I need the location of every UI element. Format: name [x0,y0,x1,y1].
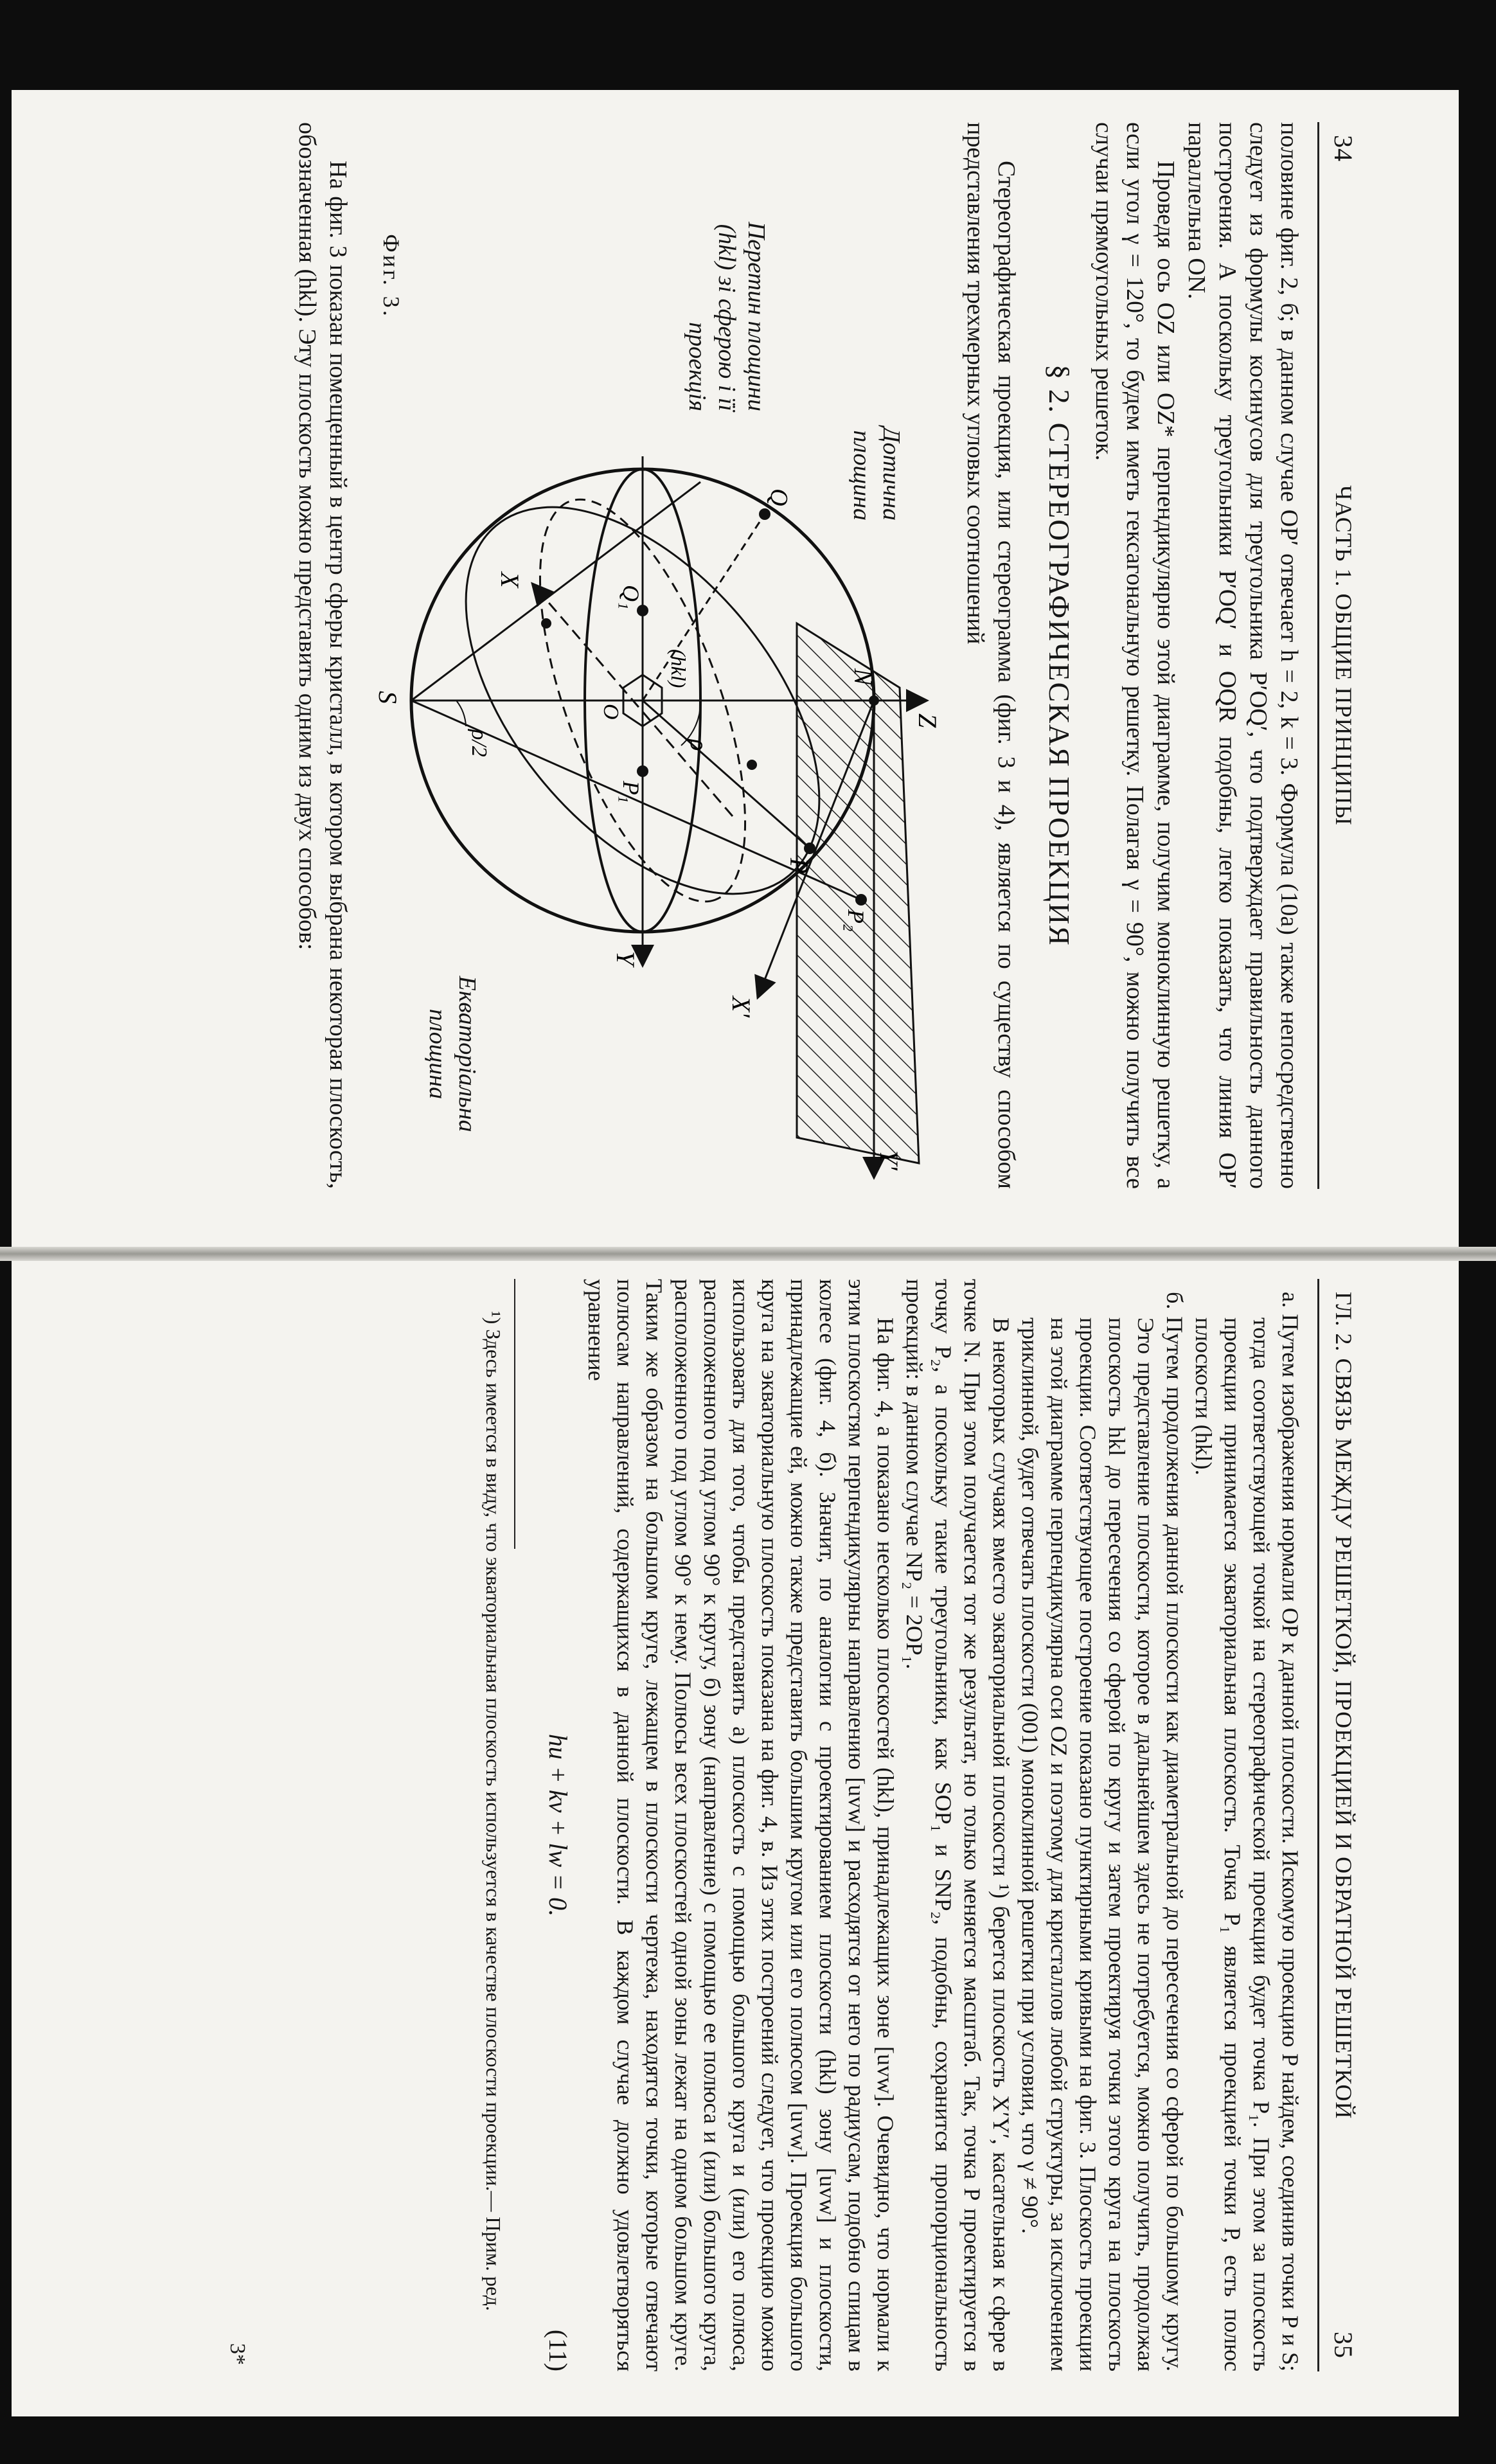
page-34 [225,122,1362,1189]
label-q: Q [765,488,792,506]
equation-number: (11) [544,2329,573,2371]
footnote-rule [514,1279,515,1549]
paragraph: В некоторых случаях вместо экваториальной плоскости ¹) берется плоскость X′Y′, касательная к сфере в точке N. При этом получается тот же результат, но только меняется масштаб. Так, точка P проектируется в точку P₂, а поскольку такие треугольники, как SOP₁ и SNP₂, подобны, сохранится пропорциональность проекций: в данном случае NP₂ = 2OP₁. [902,1279,1014,2371]
label-x: X [495,572,524,588]
line-oq [643,514,765,701]
scan-border-bottom [0,2416,1496,2464]
label-s: S [373,691,402,704]
label-x-prime: X′ [727,996,756,1018]
label-y-prime: Y′ [875,1150,904,1170]
figure-caption: Фиг. 3. [378,234,404,319]
page-number: 34 [1329,135,1358,162]
list-item-b: б. Путем продолжения данной плоскости как диаметральной до пересечения со сферой по большому кругу. Это представление плоскости, которое в дальнейшем здесь не потребуется, можно получить, продолжая плоскость hkl до пересечения со сферой по кругу и затем проектируя точки этого круга на плоскость проекции. Соответствующее построение показано пунктирными кривыми на фиг. 3. Плоскость проекции на этой диаграмме перпендикулярна оси OZ и поэтому для кристаллов любой структуры, за исключением триклинной, будет отвечать плоскости (001) моноклинной решетки при условии, что γ ≠ 90°. [1017,1292,1188,2371]
text-block [1089,122,1305,1189]
page-header [1317,1279,1362,2371]
label-z: Z [913,713,942,728]
label-o: O [599,704,623,720]
equation [544,1279,573,2371]
scan-border-right [1459,0,1496,2464]
label-p1: P₁ [618,781,644,803]
label-p2: P₂ [843,909,869,932]
scan-border-top [0,0,1496,90]
label-hkl: (hkl) [667,649,690,688]
paragraph: Проведя ось OZ или OZ* перпендикулярно этой диаграмме, получим моноклинную решетку, а если угол γ = 120°, то будем иметь гексагональную решетку. Полагая γ = 90°, можно получить все случаи прямоугольных решеток. [1091,122,1179,1189]
label-section-plane: Перетин площини (hkl) зі сферою і її проекція [684,221,770,411]
point-q [759,508,770,520]
section-title: § 2. СТЕРЕОГРАФИЧЕСКАЯ ПРОЕКЦИЯ [1043,364,1076,947]
label-tangent-plane: Дотична площина [848,427,905,521]
tangent-plane [797,623,919,1163]
label-y: Y [611,951,640,966]
paragraph: половине фиг. 2, б; в данном случае OP′ отвечает h = 2, k = 3. Формула (10а) также непосредственно следует из формулы косинусов для треугольника P′OQ′, что подтверждает правильность данного построения. А поскольку треугольники P′OQ′ и OQR подобны, легко показать, что линия OP′ параллельна ON. [1183,122,1303,1189]
header-rule [1317,122,1319,1189]
header-rule [1317,1279,1319,2371]
label-q1: Q₁ [618,585,644,610]
label-equatorial-plane: Екваторіальна площина [424,976,481,1132]
normal-op [643,701,810,848]
page-35 [225,1279,1362,2371]
point-on-circle [541,618,551,629]
equation-text: hu + kv + lw = 0. [544,1733,573,1917]
label-rho-half: ρ/2 [467,729,491,757]
running-title: ЧАСТЬ 1. ОБЩИЕ ПРИНЦИПЫ [1331,485,1357,826]
paragraph: На фиг. 4, а показано несколько плоскостей (hkl), принадлежащих зоне [uvw]. Очевидно, что нормали к этим плоскостям перпендикулярны направлению [uvw] и расходятся от него по радиусам, подобно спицам в колесе (фиг. 4, б). Значит, по аналогии с проектированием плоскости (hkl) зону [uvw] и плоскости, принадлежащие ей, можно также представить большим кругом или его полюсом [uvw]. Проекция большого круга на экваториальную плоскость показана на фиг. 4, в. Из этих построений следует, что проекцию можно использовать для того, чтобы представить а) плоскость с помощью большого круга и (или) его полюса, расположенного под углом 90° к кругу, б) зону (направление) с помощью ее полюса и (или) большого круга, расположенного под углом 90° к нему. Полюсы всех плоскостей одной зоны лежат на одном большом круге. Таким же образом на большом круге, лежащем в плоскости чертежа, находятся точки, которые отвечают полюсам направлений, содержащихся в данной плоскости. В каждом случае должно удовлетворяться уравнение [583,1279,898,2371]
point-on-circle [747,760,757,770]
label-rho: ρ [685,739,712,751]
figure-3 [366,122,945,1189]
paragraph: На фиг. 3 показан помещенный в центр сферы кристалл, в котором выбрана некоторая плоскость, обозначенная (hkl). Эту плоскость можно представить одним из двух способов: [294,122,352,1189]
scan-border-left [0,0,12,2464]
projection-line-sq [411,482,700,701]
point-p1 [637,765,648,777]
running-title: ГЛ. 2. СВЯЗЬ МЕЖДУ РЕШЕТКОЙ, ПРОЕКЦИЕЙ И ОБРАТНОЙ РЕШЕТКОЙ [1331,1292,1357,2120]
book-fold [0,1247,1496,1261]
page-number: 35 [1329,2332,1358,2359]
point-n [869,695,879,706]
label-p: P [785,858,814,874]
point-p [804,843,815,854]
signature-mark: 3* [226,2343,249,2365]
footnote: ¹) Здесь имеется в виду, что экваториальная плоскость используется в качестве плоскости проекции.— Прим. ред. [482,1311,505,2311]
page-header [1317,122,1362,1189]
paragraph: Стереографическая проекция, или стереограмма (фиг. 3 и 4), является по существу способом представления трехмерных угловых соотношений [962,122,1020,1189]
label-n: N [849,668,878,686]
list-item-a: а. Путем изображения нормали OP к данной плоскости. Искомую проекцию P найдем, соединив точки P и S; тогда соответствующей точкой на стереографической проекции будет точка P₁. При этом за плоскость проекции принимается экваториальная плоскость. Точка P₁ является проекцией точки P, есть полюс плоскости (hkl). [1191,1292,1303,2371]
text-block [481,1279,1305,2371]
point-p2 [855,894,867,906]
